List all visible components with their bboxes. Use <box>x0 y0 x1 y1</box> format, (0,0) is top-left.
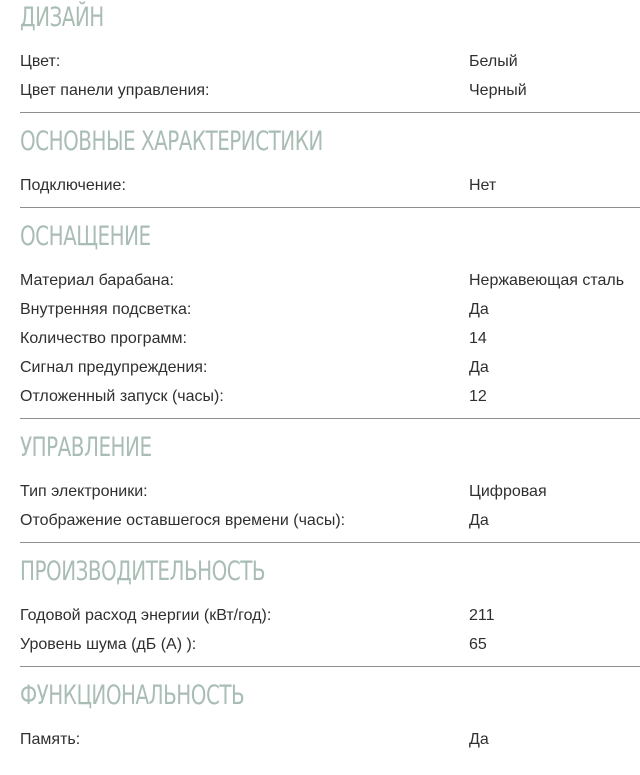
section-divider <box>20 542 640 543</box>
spec-row <box>20 324 640 353</box>
spec-row <box>20 382 640 411</box>
spec-label: Отложенный запуск (часы): <box>20 388 224 405</box>
spec-value: 211 <box>469 607 495 624</box>
spec-value: Нержавеющая сталь <box>469 272 625 289</box>
section-title: ПРОИЗВОДИТЕЛЬНОСТЬ <box>20 556 266 587</box>
spec-label: Цвет панели управления: <box>20 82 210 99</box>
section-functionality <box>20 678 640 761</box>
section-divider <box>20 112 640 113</box>
spec-value: 12 <box>469 388 487 405</box>
spec-label: Внутренняя подсветка: <box>20 301 192 318</box>
spec-value: Цифровая <box>469 483 547 500</box>
section-performance <box>20 554 640 667</box>
specifications-list <box>20 0 640 761</box>
section-equipment <box>20 219 640 419</box>
spec-row <box>20 477 640 506</box>
spec-label: Подключение: <box>20 177 126 194</box>
spec-row <box>20 47 640 76</box>
section-control <box>20 430 640 543</box>
spec-value: Белый <box>469 53 518 70</box>
spec-row <box>20 353 640 382</box>
spec-label: Тип электроники: <box>20 483 148 500</box>
spec-row <box>20 295 640 324</box>
spec-value: Да <box>469 512 489 529</box>
spec-row <box>20 266 640 295</box>
spec-row <box>20 601 640 630</box>
spec-rows <box>20 160 640 207</box>
spec-label: Материал барабана: <box>20 272 174 289</box>
section-title: ОСНОВНЫЕ ХАРАКТЕРИСТИКИ <box>20 126 323 157</box>
section-main-characteristics <box>20 124 640 208</box>
spec-rows <box>20 714 640 761</box>
section-divider <box>20 418 640 419</box>
spec-rows <box>20 255 640 418</box>
spec-value: Да <box>469 301 489 318</box>
spec-value: Да <box>469 731 489 748</box>
section-divider <box>20 207 640 208</box>
spec-label: Отображение оставшегося времени (часы): <box>20 512 346 529</box>
spec-label: Годовой расход энергии (кВт/год): <box>20 607 272 624</box>
section-title: УПРАВЛЕНИЕ <box>20 432 152 463</box>
section-title: ОСНАЩЕНИЕ <box>20 221 151 252</box>
spec-rows <box>20 590 640 666</box>
spec-value: Да <box>469 359 489 376</box>
section-design <box>20 0 640 113</box>
section-title: ДИЗАЙН <box>20 2 104 33</box>
spec-value: 14 <box>469 330 487 347</box>
spec-row <box>20 630 640 659</box>
spec-value: Черный <box>469 82 527 99</box>
spec-row <box>20 171 640 200</box>
spec-row <box>20 76 640 105</box>
section-divider <box>20 666 640 667</box>
spec-row <box>20 506 640 535</box>
spec-label: Цвет: <box>20 53 61 70</box>
section-title: ФУНКЦИОНАЛЬНОСТЬ <box>20 680 245 711</box>
spec-label: Количество программ: <box>20 330 187 347</box>
spec-rows <box>20 36 640 112</box>
spec-label: Сигнал предупреждения: <box>20 359 208 376</box>
spec-value: 65 <box>469 636 487 653</box>
spec-value: Нет <box>469 177 497 194</box>
spec-label: Память: <box>20 731 81 748</box>
spec-row <box>20 725 640 754</box>
spec-label: Уровень шума (дБ (А) ): <box>20 636 197 653</box>
spec-rows <box>20 466 640 542</box>
